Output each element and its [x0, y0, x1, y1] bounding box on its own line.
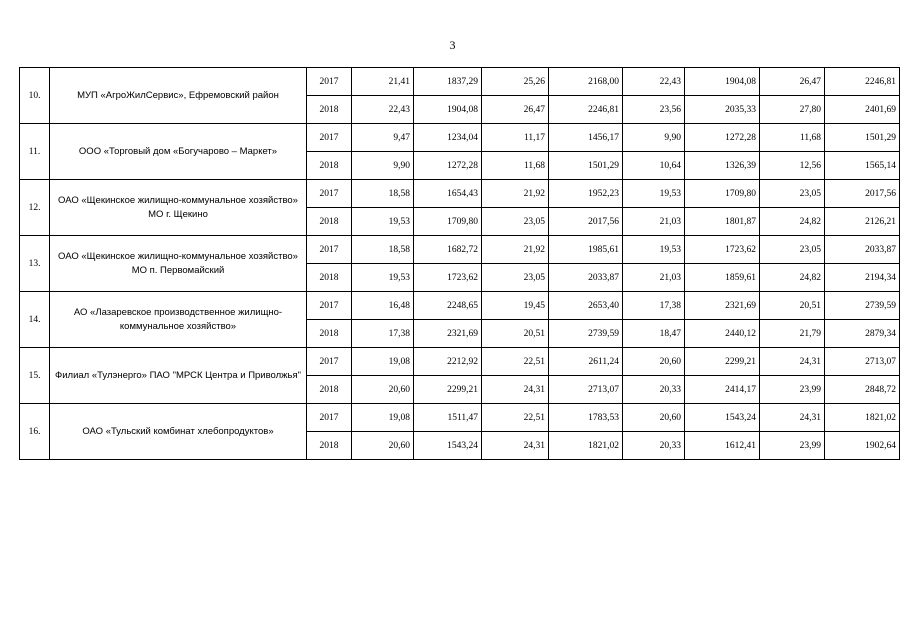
value-cell: 1682,72	[414, 236, 482, 264]
value-cell: 24,31	[482, 376, 549, 404]
value-cell: 21,79	[760, 320, 825, 348]
year-cell: 2018	[307, 208, 352, 236]
year-cell: 2017	[307, 180, 352, 208]
value-cell: 18,47	[623, 320, 685, 348]
value-cell: 17,38	[623, 292, 685, 320]
value-cell: 2321,69	[685, 292, 760, 320]
value-cell: 1501,29	[549, 152, 623, 180]
value-cell: 1952,23	[549, 180, 623, 208]
value-cell: 24,31	[760, 348, 825, 376]
value-cell: 2713,07	[825, 348, 900, 376]
year-cell: 2017	[307, 68, 352, 96]
value-cell: 11,68	[482, 152, 549, 180]
value-cell: 2017,56	[549, 208, 623, 236]
page-number: 3	[449, 38, 456, 52]
value-cell: 2033,87	[549, 264, 623, 292]
value-cell: 1272,28	[414, 152, 482, 180]
table-body	[20, 68, 900, 460]
value-cell: 16,48	[352, 292, 414, 320]
value-cell: 1612,41	[685, 432, 760, 460]
organization-name: МУП «АгроЖилСервис», Ефремовский район	[50, 68, 307, 124]
value-cell: 2321,69	[414, 320, 482, 348]
value-cell: 21,92	[482, 180, 549, 208]
value-cell: 21,41	[352, 68, 414, 96]
value-cell: 1902,64	[825, 432, 900, 460]
value-cell: 2739,59	[825, 292, 900, 320]
value-cell: 9,47	[352, 124, 414, 152]
value-cell: 19,53	[352, 264, 414, 292]
value-cell: 1511,47	[414, 404, 482, 432]
table-row	[20, 180, 900, 208]
value-cell: 20,51	[482, 320, 549, 348]
row-number: 14.	[20, 292, 50, 348]
value-cell: 22,43	[352, 96, 414, 124]
value-cell: 1543,24	[685, 404, 760, 432]
value-cell: 1904,08	[414, 96, 482, 124]
value-cell: 2017,56	[825, 180, 900, 208]
value-cell: 2035,33	[685, 96, 760, 124]
value-cell: 23,05	[482, 208, 549, 236]
value-cell: 1837,29	[414, 68, 482, 96]
organization-name: ООО «Торговый дом «Богучарово – Маркет»	[50, 124, 307, 180]
organization-name: АО «Лазаревское производственное жилищно-коммунальное хозяйство»	[50, 292, 307, 348]
year-cell: 2017	[307, 124, 352, 152]
value-cell: 21,92	[482, 236, 549, 264]
value-cell: 19,53	[623, 180, 685, 208]
value-cell: 1723,62	[685, 236, 760, 264]
value-cell: 1723,62	[414, 264, 482, 292]
value-cell: 1859,61	[685, 264, 760, 292]
value-cell: 1234,04	[414, 124, 482, 152]
row-number: 15.	[20, 348, 50, 404]
row-number: 10.	[20, 68, 50, 124]
value-cell: 9,90	[352, 152, 414, 180]
value-cell: 2440,12	[685, 320, 760, 348]
year-cell: 2018	[307, 432, 352, 460]
value-cell: 22,51	[482, 404, 549, 432]
value-cell: 10,64	[623, 152, 685, 180]
value-cell: 24,82	[760, 208, 825, 236]
value-cell: 22,43	[623, 68, 685, 96]
table-row	[20, 348, 900, 376]
value-cell: 2299,21	[685, 348, 760, 376]
value-cell: 21,03	[623, 264, 685, 292]
value-cell: 20,60	[623, 404, 685, 432]
value-cell: 20,51	[760, 292, 825, 320]
value-cell: 2194,34	[825, 264, 900, 292]
value-cell: 2246,81	[549, 96, 623, 124]
organization-name: ОАО «Щекинское жилищно-коммунальное хозяйство» МО г. Щекино	[50, 180, 307, 236]
year-cell: 2018	[307, 376, 352, 404]
value-cell: 19,53	[623, 236, 685, 264]
value-cell: 20,60	[352, 376, 414, 404]
value-cell: 23,05	[760, 236, 825, 264]
value-cell: 20,33	[623, 432, 685, 460]
year-cell: 2018	[307, 152, 352, 180]
value-cell: 23,56	[623, 96, 685, 124]
value-cell: 20,60	[352, 432, 414, 460]
value-cell: 1456,17	[549, 124, 623, 152]
value-cell: 24,82	[760, 264, 825, 292]
row-number: 16.	[20, 404, 50, 460]
year-cell: 2017	[307, 404, 352, 432]
value-cell: 19,08	[352, 404, 414, 432]
value-cell: 1985,61	[549, 236, 623, 264]
value-cell: 23,05	[482, 264, 549, 292]
organization-name: ОАО «Щекинское жилищно-коммунальное хозяйство» МО п. Первомайский	[50, 236, 307, 292]
value-cell: 2126,21	[825, 208, 900, 236]
row-number: 11.	[20, 124, 50, 180]
value-cell: 2401,69	[825, 96, 900, 124]
value-cell: 2299,21	[414, 376, 482, 404]
table-row	[20, 236, 900, 264]
value-cell: 19,45	[482, 292, 549, 320]
value-cell: 18,58	[352, 236, 414, 264]
value-cell: 2848,72	[825, 376, 900, 404]
value-cell: 24,31	[482, 432, 549, 460]
row-number: 13.	[20, 236, 50, 292]
value-cell: 1709,80	[414, 208, 482, 236]
year-cell: 2018	[307, 320, 352, 348]
value-cell: 2168,00	[549, 68, 623, 96]
value-cell: 24,31	[760, 404, 825, 432]
value-cell: 22,51	[482, 348, 549, 376]
value-cell: 2033,87	[825, 236, 900, 264]
value-cell: 27,80	[760, 96, 825, 124]
value-cell: 23,99	[760, 376, 825, 404]
value-cell: 1801,87	[685, 208, 760, 236]
value-cell: 2739,59	[549, 320, 623, 348]
value-cell: 20,60	[623, 348, 685, 376]
value-cell: 1272,28	[685, 124, 760, 152]
value-cell: 19,53	[352, 208, 414, 236]
value-cell: 1904,08	[685, 68, 760, 96]
value-cell: 2653,40	[549, 292, 623, 320]
value-cell: 23,99	[760, 432, 825, 460]
value-cell: 1543,24	[414, 432, 482, 460]
table-row	[20, 404, 900, 432]
value-cell: 2611,24	[549, 348, 623, 376]
value-cell: 11,17	[482, 124, 549, 152]
value-cell: 1821,02	[825, 404, 900, 432]
value-cell: 20,33	[623, 376, 685, 404]
value-cell: 1654,43	[414, 180, 482, 208]
tariff-table	[19, 67, 900, 460]
value-cell: 12,56	[760, 152, 825, 180]
value-cell: 26,47	[760, 68, 825, 96]
value-cell: 2713,07	[549, 376, 623, 404]
value-cell: 17,38	[352, 320, 414, 348]
table-row	[20, 292, 900, 320]
value-cell: 2246,81	[825, 68, 900, 96]
value-cell: 21,03	[623, 208, 685, 236]
value-cell: 19,08	[352, 348, 414, 376]
value-cell: 2414,17	[685, 376, 760, 404]
value-cell: 2248,65	[414, 292, 482, 320]
value-cell: 11,68	[760, 124, 825, 152]
organization-name: Филиал «Тулэнерго» ПАО "МРСК Центра и Приволжья"	[50, 348, 307, 404]
year-cell: 2017	[307, 236, 352, 264]
organization-name: ОАО «Тульский комбинат хлебопродуктов»	[50, 404, 307, 460]
value-cell: 1783,53	[549, 404, 623, 432]
year-cell: 2017	[307, 292, 352, 320]
value-cell: 1326,39	[685, 152, 760, 180]
value-cell: 1821,02	[549, 432, 623, 460]
value-cell: 23,05	[760, 180, 825, 208]
year-cell: 2018	[307, 96, 352, 124]
value-cell: 26,47	[482, 96, 549, 124]
year-cell: 2017	[307, 348, 352, 376]
value-cell: 25,26	[482, 68, 549, 96]
table-row	[20, 124, 900, 152]
value-cell: 9,90	[623, 124, 685, 152]
table-row	[20, 68, 900, 96]
value-cell: 1565,14	[825, 152, 900, 180]
value-cell: 1709,80	[685, 180, 760, 208]
value-cell: 1501,29	[825, 124, 900, 152]
value-cell: 2212,92	[414, 348, 482, 376]
value-cell: 2879,34	[825, 320, 900, 348]
row-number: 12.	[20, 180, 50, 236]
year-cell: 2018	[307, 264, 352, 292]
value-cell: 18,58	[352, 180, 414, 208]
